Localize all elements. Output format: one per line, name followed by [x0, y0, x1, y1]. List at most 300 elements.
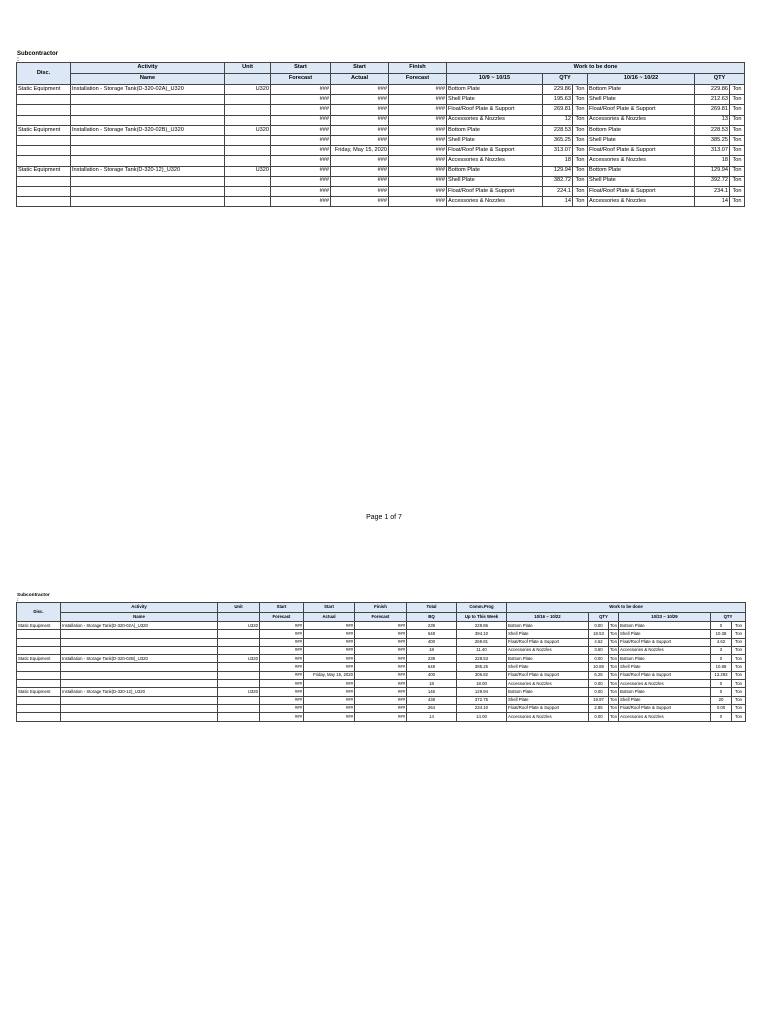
table-row [17, 105, 745, 115]
table-cell: Ton [573, 197, 588, 207]
table-row [17, 135, 745, 145]
table-cell: Ton [609, 646, 619, 654]
table-cell: ### [304, 696, 355, 704]
table-cell: 4.62 [711, 638, 732, 646]
table-cell [61, 696, 218, 704]
header-qty-1: QTY [589, 612, 619, 622]
table-cell [17, 663, 61, 671]
table-cell: Ton [573, 85, 588, 95]
table-cell: Float/Roof Plate & Support [619, 704, 711, 712]
table-cell [225, 115, 271, 125]
table-cell [61, 646, 218, 654]
table-body [17, 622, 746, 722]
table-cell: ### [304, 646, 355, 654]
table-cell: Bottom Plate [507, 655, 589, 663]
table-cell: Ton [732, 622, 746, 630]
subcontractor-label: Subcontractor : [17, 51, 59, 63]
table-cell: Bottom Plate [588, 125, 695, 135]
table-cell: 0.00 [589, 680, 609, 688]
table-cell [17, 105, 71, 115]
table-row [17, 663, 746, 671]
table-cell: 239 [407, 655, 457, 663]
table-cell: ### [389, 115, 447, 125]
table-cell: Ton [730, 105, 745, 115]
table-cell: Float/Roof Plate & Support [507, 704, 589, 712]
table-cell: 11.40 [457, 646, 507, 654]
table-cell: Ton [573, 166, 588, 176]
table-row [17, 671, 746, 679]
table-cell: ### [271, 105, 331, 115]
table-cell: 0 [711, 655, 732, 663]
table-cell: Ton [730, 176, 745, 186]
weekly-plan-table [16, 62, 745, 207]
table-cell: ### [355, 704, 407, 712]
table-cell: Ton [730, 85, 745, 95]
table-cell: Bottom Plate [619, 688, 711, 696]
table-cell: 313.07 [695, 146, 730, 156]
table-row [17, 95, 745, 105]
table-cell [17, 146, 71, 156]
header-cumm-1: Comm.Prog [457, 603, 507, 613]
table-cell: ### [331, 115, 389, 125]
table-row [17, 646, 746, 654]
table-cell: Ton [609, 680, 619, 688]
table-cell: Ton [732, 713, 746, 721]
table-cell: Bottom Plate [588, 166, 695, 176]
table-cell: Installation - Storage Tank(D-320-12)_U320 [61, 688, 218, 696]
table-cell: Ton [732, 646, 746, 654]
table-cell: Accessories & Nozzles [507, 680, 589, 688]
table-cell: ### [331, 125, 389, 135]
table-cell: 239 [407, 622, 457, 630]
table-body [17, 85, 745, 207]
table-cell: ### [355, 638, 407, 646]
table-cell: 6.25 [589, 671, 609, 679]
table-cell [225, 176, 271, 186]
table-cell [225, 95, 271, 105]
table-cell [61, 638, 218, 646]
table-cell [17, 176, 71, 186]
table-cell: 2.85 [589, 704, 609, 712]
table-cell [225, 186, 271, 196]
table-row [17, 704, 746, 712]
table-cell: ### [260, 622, 304, 630]
header-start-forecast-2: Forecast [260, 612, 304, 622]
table-cell: Float/Roof Plate & Support [447, 105, 543, 115]
table-cell [218, 713, 260, 721]
weekly-plan-table [16, 602, 746, 722]
table-cell: Shell Plate [507, 663, 589, 671]
table-cell: U320 [218, 655, 260, 663]
table-row [17, 638, 746, 646]
table-cell: 382.72 [543, 176, 573, 186]
header-unit: Unit [225, 63, 271, 74]
table-cell: Ton [732, 638, 746, 646]
table-cell: ### [304, 622, 355, 630]
table-cell: ### [355, 696, 407, 704]
table-cell: Ton [573, 95, 588, 105]
table-cell: ### [304, 638, 355, 646]
table-cell: U320 [225, 125, 271, 135]
table-cell: Ton [730, 135, 745, 145]
header-period-2: 10/16 ~ 10/22 [588, 74, 695, 85]
table-cell: Ton [732, 671, 746, 679]
table-cell: ### [271, 197, 331, 207]
table-cell [17, 115, 71, 125]
table-cell: 14 [543, 197, 573, 207]
table-cell: Shell Plate [447, 135, 543, 145]
table-cell: ### [304, 713, 355, 721]
table-cell: 0.00 [589, 713, 609, 721]
table-cell: ### [260, 655, 304, 663]
table-cell: 14 [695, 197, 730, 207]
table-cell: ### [389, 105, 447, 115]
table-cell: ### [271, 125, 331, 135]
table-cell: ### [389, 186, 447, 196]
table-cell [61, 704, 218, 712]
table-cell [218, 663, 260, 671]
table-cell: Ton [573, 135, 588, 145]
table-cell: Ton [609, 688, 619, 696]
table-cell: 14 [407, 713, 457, 721]
table-cell: ### [271, 85, 331, 95]
table-cell: ### [260, 680, 304, 688]
table-cell: 14.00 [457, 713, 507, 721]
table-cell [71, 156, 225, 166]
table-cell [71, 146, 225, 156]
table-cell: Ton [609, 696, 619, 704]
table-cell: Shell Plate [619, 663, 711, 671]
table-cell: Ton [609, 630, 619, 638]
table-cell: Ton [732, 688, 746, 696]
table-cell: 438 [407, 696, 457, 704]
table-cell: Ton [609, 663, 619, 671]
table-cell: Float/Roof Plate & Support [619, 638, 711, 646]
table-cell: 228.53 [543, 125, 573, 135]
table-cell: Ton [609, 713, 619, 721]
table-cell: ### [355, 655, 407, 663]
table-cell: 400 [407, 671, 457, 679]
table-cell [71, 135, 225, 145]
table-cell: 313.07 [543, 146, 573, 156]
table-cell: ### [271, 176, 331, 186]
table-cell: 648 [407, 663, 457, 671]
table-cell: U320 [225, 166, 271, 176]
table-cell: 10.38 [711, 630, 732, 638]
table-cell: 13 [695, 115, 730, 125]
table-cell: ### [260, 696, 304, 704]
table-cell [71, 197, 225, 207]
header-start-actual-2: Actual [331, 74, 389, 85]
table-cell: 394.10 [457, 630, 507, 638]
header-qty-2: QTY [711, 612, 746, 622]
table-cell: 648 [407, 630, 457, 638]
table-row [17, 156, 745, 166]
table-cell: ### [355, 663, 407, 671]
table-cell [17, 156, 71, 166]
table-cell: ### [331, 197, 389, 207]
table-cell: 18 [407, 646, 457, 654]
table-row [17, 115, 745, 125]
table-cell: Static Equipment [17, 85, 71, 95]
table-cell: Static Equipment [17, 688, 61, 696]
table-cell [218, 696, 260, 704]
table-cell: Float/Roof Plate & Support [447, 186, 543, 196]
table-cell: ### [355, 680, 407, 688]
table-cell [17, 95, 71, 105]
table-cell: Ton [730, 125, 745, 135]
table-cell: 0.00 [589, 688, 609, 696]
table-cell: U320 [225, 85, 271, 95]
table-cell: 12 [543, 115, 573, 125]
table-cell [17, 638, 61, 646]
header-start-actual-2: Actual [304, 612, 355, 622]
table-row [17, 197, 745, 207]
table-cell: ### [389, 85, 447, 95]
table-cell: ### [304, 688, 355, 696]
table-cell [218, 704, 260, 712]
table-cell [225, 146, 271, 156]
table-row [17, 655, 746, 663]
header-qty-1: QTY [543, 74, 588, 85]
table-cell [71, 186, 225, 196]
table-cell: ### [271, 115, 331, 125]
table-cell: 0 [711, 688, 732, 696]
table-cell: 229.86 [543, 85, 573, 95]
table-cell: 269.81 [543, 105, 573, 115]
header-work-to-be-done: Work to be done [447, 63, 745, 74]
table-cell [17, 135, 71, 145]
table-cell: Ton [609, 622, 619, 630]
table-cell: Ton [732, 663, 746, 671]
table-cell: Accessories & Nozzles [588, 156, 695, 166]
table-cell: Ton [732, 696, 746, 704]
header-period-2: 10/23 ~ 10/29 [619, 612, 711, 622]
table-cell: Accessories & Nozzles [447, 197, 543, 207]
table-cell: 224.1 [543, 186, 573, 196]
header-work-to-be-done: Work to be done [507, 603, 746, 613]
table-cell: ### [389, 95, 447, 105]
table-row [17, 176, 745, 186]
table-cell [61, 713, 218, 721]
table-cell: 129.94 [695, 166, 730, 176]
table-cell: ### [355, 646, 407, 654]
table-cell: Ton [732, 680, 746, 688]
table-cell: ### [331, 176, 389, 186]
table-cell: Accessories & Nozzles [619, 713, 711, 721]
table-cell: Float/Roof Plate & Support [507, 638, 589, 646]
table-cell [71, 95, 225, 105]
table-cell [17, 713, 61, 721]
table-cell: 18.53 [589, 630, 609, 638]
table-cell: Friday, May 15, 2020 [331, 146, 389, 156]
header-start-actual-1: Start [331, 63, 389, 74]
table-cell: Accessories & Nozzles [619, 680, 711, 688]
table-cell: Bottom Plate [507, 688, 589, 696]
table-cell [225, 105, 271, 115]
table-cell: 3.60 [589, 646, 609, 654]
table-cell: 229.86 [457, 622, 507, 630]
table-cell: 400 [407, 638, 457, 646]
table-cell [17, 197, 71, 207]
table-cell: 212.63 [695, 95, 730, 105]
table-cell: ### [331, 186, 389, 196]
table-cell: 0.00 [589, 655, 609, 663]
header-start-forecast-2: Forecast [271, 74, 331, 85]
table-cell: Accessories & Nozzles [619, 646, 711, 654]
header-unit-2 [225, 74, 271, 85]
table-cell: Installation - Storage Tank(D-320-02B)_U320 [61, 655, 218, 663]
header-cumm-2: Up to This Week [457, 612, 507, 622]
table-cell: Ton [573, 146, 588, 156]
table-cell: Static Equipment [17, 655, 61, 663]
table-cell: ### [260, 688, 304, 696]
table-row [17, 125, 745, 135]
table-cell: ### [260, 663, 304, 671]
table-cell [17, 186, 71, 196]
header-total-2: BQ [407, 612, 457, 622]
table-row [17, 85, 745, 95]
table-cell: 228.53 [457, 655, 507, 663]
table-cell: Ton [609, 704, 619, 712]
table-cell: Accessories & Nozzles [447, 115, 543, 125]
table-cell: 385.25 [695, 135, 730, 145]
table-cell: Float/Roof Plate & Support [507, 671, 589, 679]
table-cell: ### [331, 166, 389, 176]
subcontractor-label: Subcontractor : [17, 593, 50, 603]
table-cell: 385.25 [457, 663, 507, 671]
table-cell: ### [304, 663, 355, 671]
table-cell: Static Equipment [17, 125, 71, 135]
table-cell: Bottom Plate [447, 85, 543, 95]
table-cell: Ton [573, 125, 588, 135]
table-cell [71, 105, 225, 115]
table-cell: Float/Roof Plate & Support [588, 186, 695, 196]
table-cell [71, 115, 225, 125]
header-finish-forecast-1: Finish [355, 603, 407, 613]
table-cell: Ton [732, 630, 746, 638]
table-row [17, 630, 746, 638]
table-cell: 269.81 [457, 638, 507, 646]
table-cell: 0.00 [589, 622, 609, 630]
table-cell: ### [355, 713, 407, 721]
table-cell: Accessories & Nozzles [588, 197, 695, 207]
table-cell: U320 [218, 688, 260, 696]
header-activity-2: Name [61, 612, 218, 622]
table-cell [218, 671, 260, 679]
table-cell: Accessories & Nozzles [447, 156, 543, 166]
header-total-1: Total [407, 603, 457, 613]
table-cell: ### [389, 197, 447, 207]
table-cell: Accessories & Nozzles [588, 115, 695, 125]
table-cell: ### [355, 622, 407, 630]
table-cell: ### [331, 95, 389, 105]
table-cell: Ton [730, 156, 745, 166]
table-cell [218, 646, 260, 654]
table-cell: ### [389, 156, 447, 166]
table-cell [17, 680, 61, 688]
table-cell: ### [355, 671, 407, 679]
header-qty-2: QTY [695, 74, 745, 85]
table-cell: ### [271, 186, 331, 196]
table-cell: 306.82 [457, 671, 507, 679]
table-cell: Shell Plate [447, 176, 543, 186]
header-finish-forecast-2: Forecast [389, 74, 447, 85]
table-cell: Float/Roof Plate & Support [447, 146, 543, 156]
table-cell: Ton [609, 655, 619, 663]
table-cell: Ton [730, 146, 745, 156]
header-activity-1: Activity [61, 603, 218, 613]
table-cell: Static Equipment [17, 166, 71, 176]
table-cell: 10.88 [711, 663, 732, 671]
table-cell: ### [389, 146, 447, 156]
table-cell [17, 671, 61, 679]
table-cell [61, 630, 218, 638]
table-cell: Ton [730, 115, 745, 125]
table-cell: ### [389, 125, 447, 135]
table-cell: Static Equipment [17, 622, 61, 630]
table-row [17, 688, 746, 696]
table-cell: Bottom Plate [447, 166, 543, 176]
table-cell: ### [304, 704, 355, 712]
table-cell [225, 197, 271, 207]
header-start-actual-1: Start [304, 603, 355, 613]
table-cell: ### [389, 176, 447, 186]
table-row [17, 146, 745, 156]
table-cell: 3 [711, 646, 732, 654]
table-row [17, 680, 746, 688]
table-cell: 264 [407, 704, 457, 712]
table-cell: 18 [543, 156, 573, 166]
table-cell: ### [331, 105, 389, 115]
table-cell: ### [355, 688, 407, 696]
table-cell: 234.1 [695, 186, 730, 196]
table-cell: ### [331, 135, 389, 145]
table-cell: 195.63 [543, 95, 573, 105]
table-cell: Ton [609, 671, 619, 679]
table-cell: 0 [711, 622, 732, 630]
table-cell: ### [304, 680, 355, 688]
table-cell: Ton [730, 95, 745, 105]
table-cell: Shell Plate [588, 135, 695, 145]
table-cell [71, 176, 225, 186]
table-cell [61, 663, 218, 671]
table-cell: Accessories & Nozzles [507, 713, 589, 721]
table-cell: Shell Plate [619, 696, 711, 704]
table-cell: Ton [573, 156, 588, 166]
table-cell: 19.97 [589, 696, 609, 704]
header-activity-2: Name [71, 74, 225, 85]
table-cell: Ton [573, 105, 588, 115]
header-period-1: 10/16 ~ 10/22 [507, 612, 589, 622]
header-disc: Disc. [17, 603, 61, 622]
table-cell: Float/Roof Plate & Support [619, 671, 711, 679]
table-cell: 18.00 [457, 680, 507, 688]
table-cell: 229.86 [695, 85, 730, 95]
table-cell: Float/Roof Plate & Support [588, 105, 695, 115]
table-cell: Accessories & Nozzles [507, 646, 589, 654]
table-cell: Installation - Storage Tank(D-320-02A)_U320 [71, 85, 225, 95]
table-cell: 392.72 [695, 176, 730, 186]
header-start-forecast-1: Start [271, 63, 331, 74]
table-cell [17, 646, 61, 654]
header-finish-forecast-2: Forecast [355, 612, 407, 622]
table-cell: Bottom Plate [507, 622, 589, 630]
table-cell: U320 [218, 622, 260, 630]
page-footer: Page 1 of 7 [366, 514, 402, 521]
table-cell: 234.10 [457, 704, 507, 712]
table-cell: Ton [609, 638, 619, 646]
